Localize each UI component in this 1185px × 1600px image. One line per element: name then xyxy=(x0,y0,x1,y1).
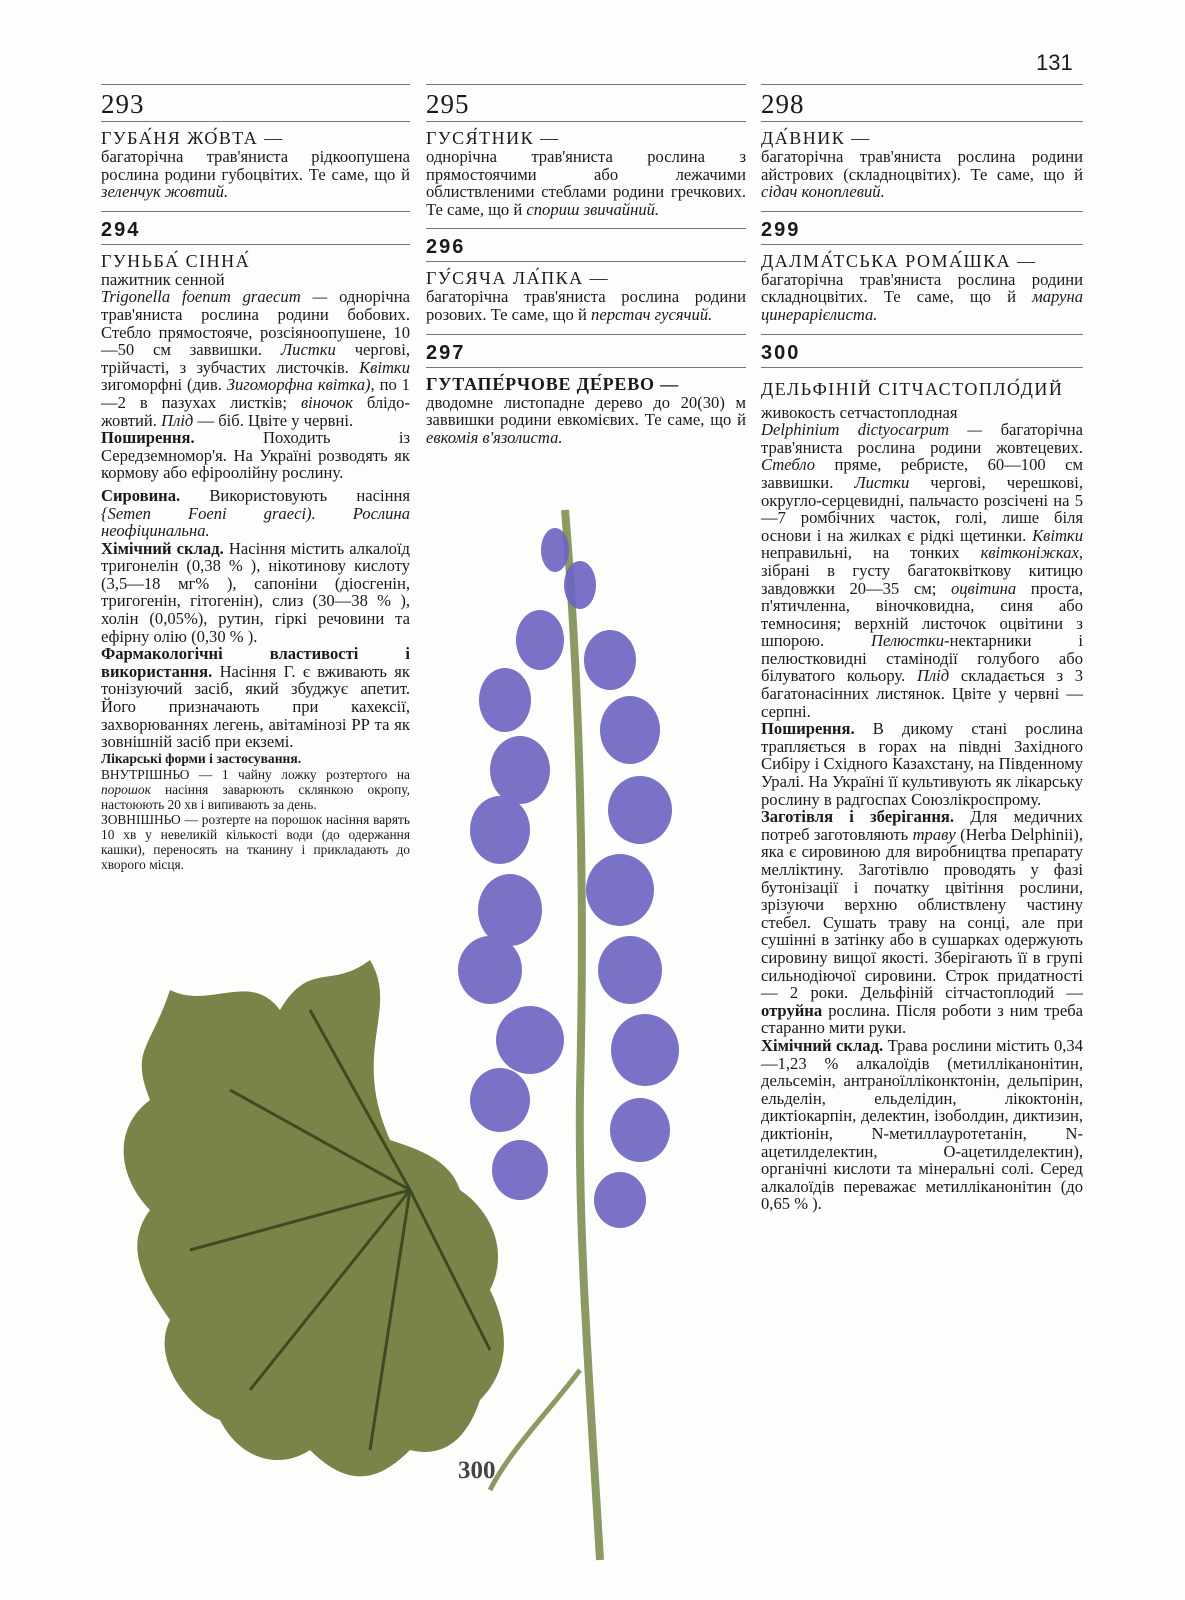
entry-body-298: багаторічна трав'яниста рослина родини айстрових (складноцвітих). Те саме, що й сідач коноплевий. xyxy=(761,147,1083,202)
entry-body-297: дводомне листопадне дерево до 20(30) м заввишки родини евкомієвих. Те саме, що й евкомія в'язолиста. xyxy=(426,392,746,447)
entry-number-295: 295 xyxy=(426,89,470,119)
column-3 xyxy=(761,84,1083,1213)
section-chem-294: Хімічний склад. Насіння містить алкалоїд тригонелін (0,38 % ), нікотинову кислоту (3,5—18 мг% ), сапоніни (діосгенін, тригогенін, гітогенін), слиз (30—38 % ), холін (0,05%), рутин, гіркі речовини та ефірну олію (0,30 % ). xyxy=(101,538,410,646)
leaf-illustration xyxy=(124,960,504,1476)
entry-title-297: ГУТАПЕ́РЧОВЕ ДЕ́РЕВО — xyxy=(426,373,679,394)
section-raw-294: Сировина. Використовують насіння {Semen Foeni graeci). Рослина неофіцинальна. xyxy=(101,485,410,541)
entry-title-295: ГУСЯ́ТНИК — xyxy=(426,128,560,148)
entry-body-296: багаторічна трав'яниста рослина родини розових. Те саме, що й перстач гусячий. xyxy=(426,287,746,324)
entry-number-299: 299 xyxy=(761,218,801,241)
outside-use-294: ЗОВНІШНЬО — розтерте на порошок насіння варять 10 хв у невеликій кількості води (до одержання кашки), переносять на тканину і прикладають до хворого місця. xyxy=(101,811,410,872)
inside-use-294: ВНУТРІШНЬО — 1 чайну ложку розтертого на порошок насіння заварюють склянкою окропу, настоюють 20 хв і випивають за день. xyxy=(101,766,410,812)
entry-number-296: 296 xyxy=(426,236,466,259)
entry-title-293: ГУБА́НЯ ЖО́ВТА — xyxy=(101,128,284,148)
column-2 xyxy=(426,84,746,446)
entry-number-300: 300 xyxy=(761,341,801,364)
entry-title-298: ДА́ВНИК — xyxy=(761,128,871,148)
entry-body-299: багаторічна трав'яниста рослина родини складноцвітих. Те саме, що й маруна цинерарієлиста. xyxy=(761,269,1083,324)
flowers-illustration xyxy=(458,528,679,1228)
entry-body-300: живокость сетчастоплодная Delphinium dictyocarpum — багаторічна трав'яниста рослина родини жовтецевих. Стебло пряме, ребристе, 60—100 см заввишки. Листки чергові, черешкові, округло-серцевидні, пальчасто розсічені на 5—7 ромбічних часток, голі, лише біля основи і на жилках є рідкі щетинки. Квітки неправильні, на тонких квітконіжках, зібрані в густу багатоквіткову китицю завдовжки 20—35 см; оцвітина проста, п'ятичленна, віночковидна, синя або темносиня; верхній листочок оцвітини з шпорою. Пелюстки-нектарники і пелюстковидні стамінодії голубого або білуватого кольору. Плід складається з 3 багатонасінних листянок. Цвіте у червні — серпні. xyxy=(761,402,1084,721)
column-1 xyxy=(101,84,410,872)
entry-title-294: ГУНЬБА́ СІННА́ xyxy=(101,250,251,271)
section-pharm-294: Фармакологічні властивості і використання. Насіння Г. є вживають як тонізуючий засіб, який збуджує апетит. Його призначають при кахексії, захворюваннях легень, авітамінозі РР та як зовнішній засіб при екземі. xyxy=(101,644,410,752)
entry-number-298: 298 xyxy=(761,89,805,119)
entry-body-294: пажитник сенной Trigonella foenum graecum — однорічна трав'яниста рослина родини бобових. Стебло прямостояче, розсіяноопушене, 10—50 см заввишки. Листки чергові, трійчасті, з зубчастих листочків. Квітки зигоморфні (див. Зигоморфна квітка), по 1—2 в пазухах листків; віночок блідо-жовтий. Плід — біб. Цвіте у червні. xyxy=(101,269,410,430)
illustration-caption: 300 xyxy=(458,1457,496,1484)
entry-title-296: ГУ́СЯЧА ЛА́ПКА — xyxy=(426,268,610,289)
entry-body-293: багаторічна трав'яниста рідкоопушена рослина родини губоцвітих. Те саме, що й зеленчук жовтий. xyxy=(101,147,410,202)
section-spread-294: Поширення. Походить із Середземномор'я. На Україні розводять як кормову або ефіроолійну рослину. xyxy=(101,428,410,483)
entry-number-294: 294 xyxy=(101,218,141,241)
page-number: 131 xyxy=(1036,50,1073,75)
forms-heading-294: Лікарські форми і застосування. xyxy=(101,750,302,766)
entry-body-295: однорічна трав'яниста рослина з прямостоячими або лежачими облиствленими стеблами родини гречкових. Те саме, що й спориш звичайний. xyxy=(426,147,746,219)
section-spread-300: Поширення. В дикому стані рослина трапляється в горах на півдні Західного Сибіру і Східного Казахстану, на Південному Уралі. На Україні її культивують як лікарську рослину в радгоспах Союзлікроспрому. xyxy=(761,719,1083,809)
entry-title-300: ДЕЛЬФІНІЙ СІТЧАСТОПЛО́ДИЙ xyxy=(761,378,1064,399)
entry-title-299: ДАЛМА́ТСЬКА РОМА́ШКА — xyxy=(761,250,1037,271)
section-chem-300: Хімічний склад. Трава рослини містить 0,34—1,23 % алкалоїдів (метилліканонітин, дельсемін, антраноїлліконктонін, дельпірин, ельделін, ельделідин, лікоктонін, диктіокарпін, делектин, ізоболдин, диктизин, диктіонін, N-метиллауротетанін, N-ацетилделектин, О-ацетилделектин), органічні кислоти та мінеральні солі. Серед алкалоїдів переважає метилліканонітин (до 0,65 % ). xyxy=(761,1035,1083,1214)
section-harvest-300: Заготівля і зберігання. Для медичних потреб заготовляють траву (Herba Delphinii), яка є сировиною для виробництва препарату мелліктину. Заготівлю проводять у фазі бутонізації і початку цвітіння рослини, зрізуючи верхню облиствлену частину стебел. Сушать траву на сонці, але при сушінні в затінку або в сушарках одержують сировину вищої якості. Зберігають її в групі сильнодіючої сировини. Строк придатності — 2 роки. Дельфіній сітчастоплодий — отруйна рослина. Після роботи з ним треба старанно мити руки. xyxy=(761,807,1083,1038)
entry-number-297: 297 xyxy=(426,341,466,364)
entry-number-293: 293 xyxy=(101,89,145,119)
